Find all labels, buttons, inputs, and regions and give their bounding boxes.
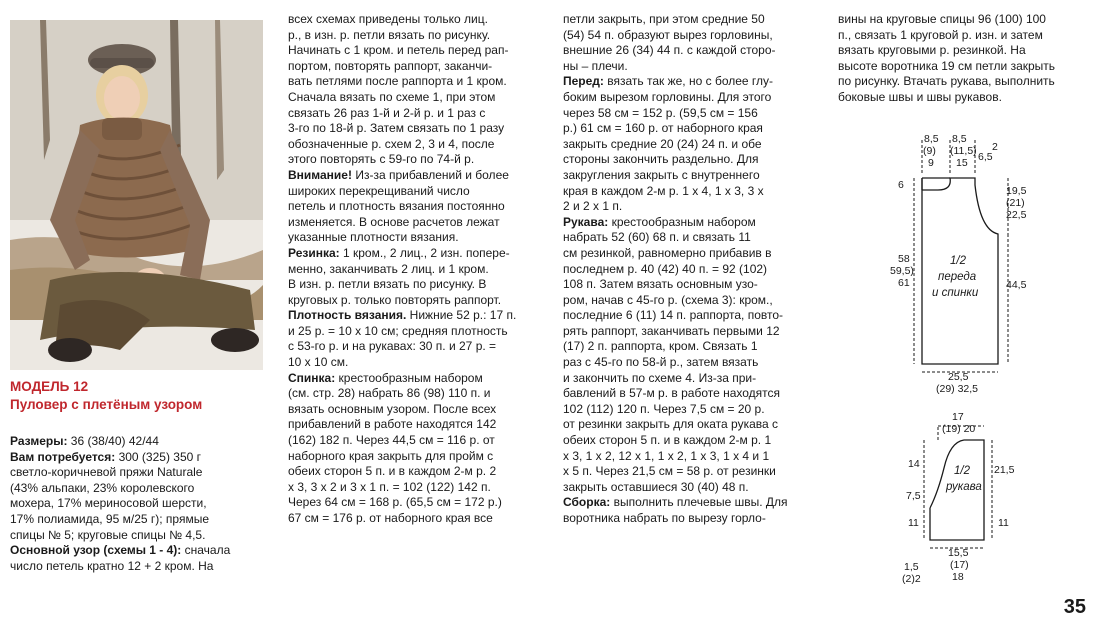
text-line xyxy=(563,106,817,122)
text-line xyxy=(563,308,817,324)
model-title: МОДЕЛЬ 12 xyxy=(10,379,89,394)
text-line-body: 102 (112) 120 п. Через 7,5 см = 20 р. xyxy=(563,401,765,416)
text-line-body: указанные плотности вязания. xyxy=(288,230,459,245)
text-line xyxy=(10,528,266,544)
text-line-body: края в каждом 2-м р. 1 х 4, 1 х 3, 3 х xyxy=(563,183,764,198)
scheme-sleeve-bottom-3: 18 xyxy=(952,571,964,583)
text-line-bold: Плотность вязания. xyxy=(288,308,407,323)
scheme-body-bottom-2: (29) 32,5 xyxy=(936,383,979,395)
text-line-body: набрать 52 (60) 68 п. и связать 11 xyxy=(563,230,751,245)
text-line-bold: Вам потребуется: xyxy=(10,449,116,464)
text-line xyxy=(563,74,817,90)
text-line xyxy=(288,339,540,355)
scheme-body-left-2: 59,5) xyxy=(890,265,914,277)
text-line-body: р.) 61 см = 160 р. от наборного края xyxy=(563,121,763,136)
text-line-body: обеих сторон 5 п. и в каждом 2-м р. 1 xyxy=(563,433,772,448)
text-line-body: высоте воротника 19 см петли закрыть xyxy=(838,58,1056,73)
text-line-body: петли закрыть, при этом средние 50 xyxy=(563,12,765,26)
scheme-sleeve-top-1: 17 xyxy=(952,411,964,423)
text-line-body: (17) 2 п. раппорта, кром. Связать 1 xyxy=(563,339,758,354)
text-line xyxy=(563,28,817,44)
text-line-body: и закончить по схеме 4. Из-за при- xyxy=(563,370,757,385)
text-line-body: Из-за прибавлений и более xyxy=(351,167,509,182)
text-line-body: Сначала вязать по схеме 1, при этом xyxy=(288,89,496,104)
text-line xyxy=(838,74,1096,90)
text-line xyxy=(563,464,817,480)
column-4 xyxy=(838,12,1096,106)
text-line-body: 36 (38/40) 42/44 xyxy=(67,434,159,448)
scheme-body-top-c: 6,5 xyxy=(978,151,993,163)
scheme-body-top-d: 2 xyxy=(992,141,998,153)
scheme-sleeve-right-2: 11 xyxy=(998,517,1009,529)
text-line-body: изменяется. В основе расчетов лежат xyxy=(288,214,500,229)
text-line-body: Начинать с 1 кром. и петель перед рап- xyxy=(288,43,509,58)
text-line-body: обозначенные р. схем 2, 3 и 4, после xyxy=(288,136,495,151)
text-line-body: всех схемах приведены только лиц. xyxy=(288,12,488,26)
text-line xyxy=(288,121,540,137)
text-line xyxy=(563,168,817,184)
scheme-body-right-2: (21) xyxy=(1006,197,1025,209)
text-line-body: вязать так же, но с более глу- xyxy=(603,74,774,89)
text-line-body: вины на круговые спицы 96 (100) 100 xyxy=(838,12,1046,26)
column-3 xyxy=(563,12,817,527)
text-line-body: х 3, 3 х 2 и 3 х 1 п. = 102 (122) 142 п. xyxy=(288,479,491,494)
text-line xyxy=(563,433,817,449)
text-line-body: закрыть средние 20 (24) 24 п. и обе xyxy=(563,136,762,151)
text-line-body: прибавлений в работе находятся 142 xyxy=(288,417,497,432)
text-line-body: по рисунку. Втачать рукава, выполнить xyxy=(838,74,1055,89)
scheme-body-top-a3: 9 xyxy=(928,157,934,169)
scheme-body-right-1: 19,5 xyxy=(1006,185,1027,197)
text-line xyxy=(288,90,540,106)
photo-illustration xyxy=(10,20,263,370)
text-line-body: воротника набрать по вырезу горло- xyxy=(563,511,766,525)
text-line xyxy=(838,43,1096,59)
text-line xyxy=(563,324,817,340)
scheme-sleeve-label-2: рукава xyxy=(946,481,982,493)
text-line xyxy=(288,246,540,262)
text-line-body: крестообразным набором xyxy=(335,370,483,385)
text-line-body: крестообразным набором xyxy=(608,214,756,229)
text-line xyxy=(10,543,266,559)
text-line xyxy=(288,137,540,153)
scheme-sleeve-left-1: 14 xyxy=(908,458,920,470)
scheme-body-bottom-1: 25,5 xyxy=(948,371,969,383)
text-line xyxy=(563,402,817,418)
text-line-body: (см. стр. 28) набрать 86 (98) 110 п. и xyxy=(288,386,491,401)
text-line-body: внешние 26 (34) 44 п. с каждой сторо- xyxy=(563,43,776,58)
text-line xyxy=(288,371,540,387)
text-line-body: 3-го по 18-й р. Затем связать по 1 разу xyxy=(288,121,505,136)
text-line-body: спицы № 5; круговые спицы № 4,5. xyxy=(10,527,206,542)
text-line xyxy=(563,184,817,200)
scheme-sleeve-bottom-1: 15,5 xyxy=(948,547,969,559)
text-line xyxy=(288,215,540,231)
text-line-body: широких перекрещиваний число xyxy=(288,183,470,198)
text-line xyxy=(288,74,540,90)
text-line-body: р., в изн. р. петли вязать по рисунку. xyxy=(288,27,491,42)
scheme-body-neck: 6 xyxy=(898,179,904,191)
text-line xyxy=(563,43,817,59)
column-1 xyxy=(10,434,266,574)
text-line xyxy=(563,12,817,28)
scheme-body-top-b3: 15 xyxy=(956,157,968,169)
text-line xyxy=(563,230,817,246)
text-line xyxy=(288,230,540,246)
text-line-body: закрыть оставшиеся 30 (40) 48 п. xyxy=(563,479,749,494)
text-line-body: В изн. р. петли вязать по рисунку. В xyxy=(288,277,487,292)
text-line xyxy=(563,137,817,153)
text-line-body: 2 и 2 х 1 п. xyxy=(563,199,623,214)
text-line xyxy=(563,371,817,387)
text-line-body: х 5 п. Через 21,5 см = 58 р. от резинки xyxy=(563,464,776,479)
scheme-body-top-b: 8,5 xyxy=(952,133,967,145)
text-line-body: стороны закончить раздельно. Для xyxy=(563,152,759,167)
text-line xyxy=(288,43,540,59)
scheme-sleeve-bottom-2: (17) xyxy=(950,559,969,571)
text-line-body: (43% альпаки, 23% королевского xyxy=(10,480,195,495)
scheme-body-top-a2: (9) xyxy=(923,145,936,157)
text-line xyxy=(563,386,817,402)
text-line xyxy=(563,417,817,433)
text-line xyxy=(563,449,817,465)
text-line-body: петель и плотность вязания постоянно xyxy=(288,199,505,214)
text-line-body: с 53-го р. и на рукавах: 30 п. и 27 р. = xyxy=(288,339,497,354)
text-line xyxy=(563,355,817,371)
text-line-bold: Резинка: xyxy=(288,245,340,260)
scheme-body-top-b2: (11,5) xyxy=(950,145,977,157)
text-line-body: п., связать 1 круговой р. изн. и затем xyxy=(838,27,1043,42)
scheme-body-label-1: 1/2 xyxy=(950,255,966,267)
text-line-body: связать 26 раз 1-й и 2-й р. и 1 раз с xyxy=(288,105,486,120)
text-line-body: бавлений в 57-м р. в работе находятся xyxy=(563,386,781,401)
text-line-body: Через 64 см = 168 р. (65,5 см = 172 р.) xyxy=(288,495,502,510)
scheme-sleeve-right-1: 21,5 xyxy=(994,464,1015,476)
text-line xyxy=(288,402,540,418)
text-line-body: 108 п. Затем вязать основным узо- xyxy=(563,277,758,292)
text-line xyxy=(10,465,266,481)
text-line xyxy=(563,246,817,262)
text-line-body: раз с 45-го по 58-й р., затем вязать xyxy=(563,355,759,370)
text-line xyxy=(563,215,817,231)
text-line xyxy=(288,324,540,340)
text-line xyxy=(563,480,817,496)
text-line-body: (54) 54 п. образуют вырез горловины, xyxy=(563,27,773,42)
text-line-bold: Сборка: xyxy=(563,495,611,510)
text-line-bold: Спинка: xyxy=(288,370,336,385)
text-line-body: круговых р. только повторять раппорт. xyxy=(288,292,502,307)
text-line xyxy=(10,434,266,450)
text-line-body: и 25 р. = 10 х 10 см; средняя плотность xyxy=(288,323,508,338)
text-line xyxy=(563,59,817,75)
text-line-body: 1 кром., 2 лиц., 2 изн. попере- xyxy=(339,245,510,260)
scheme-sleeve-cuff-2: (2)2 xyxy=(902,573,921,585)
text-line xyxy=(288,106,540,122)
text-line xyxy=(10,559,266,575)
text-line xyxy=(288,184,540,200)
text-line-body: рять раппорт, заканчивать первыми 12 xyxy=(563,323,780,338)
text-line xyxy=(10,481,266,497)
text-line-body: боким вырезом горловины. Для этого xyxy=(563,89,772,104)
text-line-bold: Перед: xyxy=(563,74,604,89)
text-line-body: ром, начав с 45-го р. (схема 3): кром., xyxy=(563,292,773,307)
text-line-body: закругления закрыть с внутреннего xyxy=(563,167,760,182)
text-line xyxy=(10,496,266,512)
text-line xyxy=(563,121,817,137)
text-line xyxy=(288,355,540,371)
text-line xyxy=(563,293,817,309)
text-line xyxy=(288,12,540,28)
text-line xyxy=(288,464,540,480)
scheme-body-right-3: 22,5 xyxy=(1006,209,1027,221)
model-subtitle: Пуловер с плетёным узором xyxy=(10,397,203,412)
text-line xyxy=(288,277,540,293)
text-line-body: последнем р. 40 (42) 40 п. = 92 (102) xyxy=(563,261,768,276)
text-line xyxy=(288,480,540,496)
text-line-body: 300 (325) 350 г xyxy=(115,449,202,464)
text-line-body: этого повторять с 59-го по 74-й р. xyxy=(288,152,475,167)
text-line-body: вязать основным узором. После всех xyxy=(288,401,497,416)
text-line-body: вязать круговыми р. резинкой. На xyxy=(838,43,1026,58)
scheme-body-side: 44,5 xyxy=(1006,279,1027,291)
scheme-sleeve-left-3: 11 xyxy=(908,517,919,529)
text-line-body: выполнить плечевые швы. Для xyxy=(610,495,788,510)
text-line-bold: Размеры: xyxy=(10,434,68,448)
text-line xyxy=(563,511,817,527)
text-line xyxy=(838,59,1096,75)
text-line xyxy=(288,293,540,309)
text-line xyxy=(563,262,817,278)
pattern-schematic xyxy=(880,130,1080,585)
scheme-body-left-3: 61 xyxy=(898,277,910,289)
text-line xyxy=(288,152,540,168)
text-line xyxy=(288,417,540,433)
text-line-body: мохера, 17% мериносовой шерсти, xyxy=(10,496,207,511)
model-photo xyxy=(10,20,263,370)
text-line xyxy=(563,90,817,106)
text-line xyxy=(838,28,1096,44)
text-line-body: боковые швы и швы рукавов. xyxy=(838,89,1002,104)
scheme-body-left-1: 58 xyxy=(898,253,910,265)
text-line-body: х 3, 1 х 2, 12 х 1, 1 х 2, 1 х 3, 1 х 4 и 1 xyxy=(563,448,770,463)
text-line xyxy=(288,168,540,184)
text-line-body: Нижние 52 р.: 17 п. xyxy=(406,308,517,323)
text-line xyxy=(288,495,540,511)
text-line-bold: Основной узор (схемы 1 - 4): xyxy=(10,543,182,558)
text-line-body: от резинки закрыть для оката рукава с xyxy=(563,417,779,432)
text-line-body: 17% полиамида, 95 м/25 г); прямые xyxy=(10,511,210,526)
text-line-body: сначала xyxy=(181,543,231,558)
text-line-body: вать петлями после раппорта и 1 кром. xyxy=(288,74,507,89)
text-line-body: обеих сторон 5 п. и в каждом 2-м р. 2 xyxy=(288,464,497,479)
text-line xyxy=(288,59,540,75)
text-line-body: см резинкой, равномерно прибавив в xyxy=(563,245,772,260)
text-line-body: менно, заканчивать 2 лиц. и 1 кром. xyxy=(288,261,489,276)
text-line xyxy=(10,512,266,528)
text-line-bold: Рукава: xyxy=(563,214,609,229)
text-line-body: число петель кратно 12 + 2 кром. На xyxy=(10,558,214,573)
text-line xyxy=(288,262,540,278)
text-line xyxy=(288,449,540,465)
page-number: 35 xyxy=(1063,596,1086,618)
scheme-sleeve-left-2: 7,5 xyxy=(906,490,921,502)
text-line-body: светло-коричневой пряжи Naturale xyxy=(10,465,203,480)
text-line xyxy=(288,386,540,402)
scheme-body-label-3: и спинки xyxy=(932,287,979,299)
text-line xyxy=(563,152,817,168)
text-line xyxy=(288,28,540,44)
text-line xyxy=(288,199,540,215)
text-line xyxy=(563,339,817,355)
text-line xyxy=(288,511,540,527)
text-line-bold: Внимание! xyxy=(288,167,352,182)
text-line xyxy=(563,495,817,511)
text-line xyxy=(563,199,817,215)
text-line xyxy=(10,450,266,466)
text-line xyxy=(288,308,540,324)
scheme-sleeve-cuff-1: 1,5 xyxy=(904,561,919,573)
text-line-body: ны – плечи. xyxy=(563,58,628,73)
text-line xyxy=(838,90,1096,106)
text-line xyxy=(838,12,1096,28)
scheme-body-label-2: переда xyxy=(938,271,977,283)
text-line-body: наборного края закрыть для пройм с xyxy=(288,448,494,463)
scheme-sleeve-top-2: (19) 20 xyxy=(942,423,976,435)
column-2 xyxy=(288,12,540,527)
text-line xyxy=(563,277,817,293)
text-line xyxy=(288,433,540,449)
text-line-body: 10 х 10 см. xyxy=(288,355,349,370)
text-line-body: портом, повторять раппорт, заканчи- xyxy=(288,58,493,73)
text-line-body: (162) 182 п. Через 44,5 см = 116 р. от xyxy=(288,433,495,448)
scheme-body-top-a: 8,5 xyxy=(924,133,939,145)
text-line-body: 67 см = 176 р. от наборного края все xyxy=(288,511,493,525)
scheme-sleeve-label-1: 1/2 xyxy=(954,465,970,477)
text-line-body: через 58 см = 152 р. (59,5 см = 156 xyxy=(563,105,758,120)
text-line-body: последние 6 (11) 14 п. раппорта, повто- xyxy=(563,308,784,323)
